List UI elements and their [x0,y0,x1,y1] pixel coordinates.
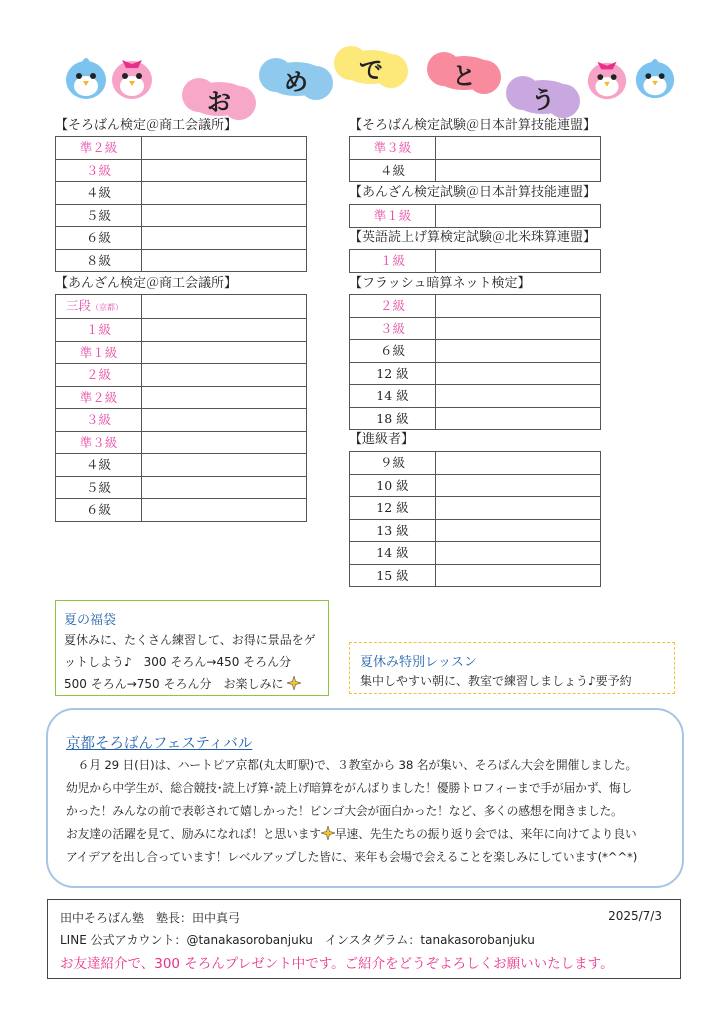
section-title-soroban-shoko: 【そろばん検定＠商工会議所】 [55,118,238,133]
name-cell [436,362,601,385]
table-row [350,295,601,318]
level-cell [350,317,436,340]
greeting-letter-o: お [188,82,250,116]
sns-accounts: LINE 公式アカウント：@tanakasorobanjuku インスタグラム：tanakasorobanjuku [60,933,535,947]
name-cell [436,317,601,340]
section-title-shinkyu: 【進級者】 [349,432,415,447]
name-cell [142,182,307,205]
table-row [56,364,307,387]
level-label: 10 級 [376,477,409,493]
level-cell [56,364,142,387]
pink-bird-icon [584,54,630,104]
festival-line: アイデアを出し合っています！レベルアップした皆に、来年も会場で会えることを楽しみにしています(*^^*) [66,850,638,864]
table-row [350,519,601,542]
name-cell [142,319,307,342]
summer-lesson-title: 夏休み特別レッスン [360,655,477,670]
level-cell [56,204,142,227]
level-label: 12 級 [376,365,409,381]
level-label: ５級 [85,207,111,223]
name-cell [142,204,307,227]
level-label: 13 級 [376,522,409,538]
level-cell [56,159,142,182]
level-label: 準３級 [79,434,118,450]
level-label: ２級 [85,367,111,383]
greeting-letter-to: と [433,56,495,90]
level-cell [350,564,436,587]
table-row [56,319,307,342]
name-cell [142,137,307,160]
level-label: ３級 [379,320,405,336]
summer-lesson-line: 集中しやすい朝に、教室で練習しましょう♪要予約 [360,674,632,688]
table-row [350,474,601,497]
level-cell [56,476,142,499]
table-row [56,386,307,409]
level-note: （京都） [91,303,124,312]
name-cell [142,386,307,409]
table-row [56,227,307,250]
level-label: ２級 [379,298,405,314]
blue-bird-icon [62,54,110,102]
table-row [56,204,307,227]
name-cell [436,497,601,520]
referral-promo: お友達紹介で、300 そろんプレゼント中です。ご紹介をどうぞよろしくお願いいたします。 [60,956,614,972]
footer-box [47,899,681,979]
name-cell [436,159,601,182]
table-row [56,159,307,182]
level-label: 準３級 [373,140,412,156]
name-cell [436,542,601,565]
summer-bag-title: 夏の福袋 [64,613,117,628]
level-label: ４級 [85,185,111,201]
name-cell [142,295,307,319]
table-row [350,362,601,385]
results-table-eigo [349,249,601,273]
level-label: 三段 [66,298,92,313]
table-row [56,137,307,160]
name-cell [436,474,601,497]
level-cell [350,385,436,408]
name-cell [142,341,307,364]
level-cell [56,454,142,477]
level-label: ６級 [379,343,405,359]
summer-bag-box [55,600,329,696]
level-label: １級 [379,253,405,269]
table-row [56,409,307,432]
level-cell [56,319,142,342]
section-title-soroban-keisan: 【そろばん検定試験＠日本計算技能連盟】 [349,118,597,133]
section-title-anzan-shoko: 【あんざん検定＠商工会議所】 [55,276,238,291]
festival-title: 京都そろばんフェスティバル [66,736,253,752]
level-label: ３級 [85,162,111,178]
school-name: 田中そろばん塾 塾長：田中真弓 [60,911,241,925]
level-cell [350,497,436,520]
results-table-anzan-shoko [55,294,307,522]
level-cell [350,295,436,318]
table-row [56,341,307,364]
level-label: ４級 [85,457,111,473]
sparkle-icon [321,826,335,840]
table-row [56,476,307,499]
level-label: ６級 [85,230,111,246]
greeting-letter-me: め [265,62,327,96]
name-cell [142,476,307,499]
level-label: ６級 [85,502,111,518]
level-cell [350,250,436,273]
level-cell [56,227,142,250]
greeting-letter-u: う [512,80,574,114]
festival-line: 幼児から中学生が、総合競技･読上げ算･読上げ暗算をがんばりました！優勝トロフィーまで手が届かず、悔し [66,781,633,795]
level-label: 14 級 [376,388,409,404]
level-label: 12 級 [376,500,409,516]
table-row [350,340,601,363]
sparkle-icon [287,676,301,690]
section-title-eigo: 【英語読上げ算検定試験＠北米珠算連盟】 [349,230,597,245]
level-label: 14 級 [376,545,409,561]
level-label: ８級 [85,252,111,268]
festival-line: お友達の活躍を見て、励みになれば！と思います 早速、先生たちの振り返り会では、来年に向けてより良い [66,827,637,841]
level-label: ５級 [85,479,111,495]
level-label: ３級 [85,412,111,428]
results-table-soroban-keisan [349,136,601,182]
table-row [350,564,601,587]
name-cell [436,385,601,408]
table-row [350,497,601,520]
table-row [350,542,601,565]
results-table-shinkyu [349,451,601,587]
table-row [56,249,307,272]
level-cell [56,137,142,160]
summer-bag-line: 夏休みに、たくさん練習して、お得に景品をゲ [64,633,316,647]
name-cell [436,137,601,160]
level-label: 15 級 [376,567,409,583]
blue-bird-icon [632,54,678,102]
level-cell [350,519,436,542]
name-cell [436,452,601,475]
table-row [350,452,601,475]
table-row [350,137,601,160]
level-cell [350,137,436,160]
level-cell [56,386,142,409]
level-cell [350,407,436,430]
festival-line: かった！みんなの前で表彰されて嬉しかった！ビンゴ大会が面白かった！など、多くの感想を聞きました。 [66,804,623,818]
level-cell [56,182,142,205]
level-cell [56,499,142,522]
level-cell [350,452,436,475]
name-cell [142,409,307,432]
summer-bag-line: 500 そろん→750 そろん分 お楽しみに [64,675,301,692]
name-cell [142,227,307,250]
level-cell [350,340,436,363]
level-label: ４級 [379,162,405,178]
summer-bag-line: ットしよう♪ 300 そろん→450 そろん分 [64,655,292,669]
name-cell [436,295,601,318]
level-label: ９級 [379,455,405,471]
table-row [56,295,307,319]
header-banner [0,40,724,115]
name-cell [436,407,601,430]
level-label: 準１級 [79,344,118,360]
festival-box [46,708,684,888]
issue-date: 2025/7/3 [608,909,662,923]
summer-lesson-box [349,642,675,694]
section-title-flash: 【フラッシュ暗算ネット検定】 [349,276,531,291]
table-row [56,499,307,522]
level-cell [56,409,142,432]
level-cell [350,205,436,228]
level-cell [56,295,142,319]
level-label: 準２級 [79,140,118,156]
table-row [56,182,307,205]
name-cell [142,159,307,182]
table-row [56,431,307,454]
name-cell [436,205,601,228]
level-cell [56,341,142,364]
level-label: 準１級 [373,208,412,224]
level-cell [56,431,142,454]
table-row [350,385,601,408]
level-label: 18 級 [376,410,409,426]
greeting-letter-de: で [340,50,402,84]
level-cell [350,362,436,385]
name-cell [142,454,307,477]
name-cell [436,519,601,542]
table-row [350,250,601,273]
section-title-anzan-keisan: 【あんざん検定試験＠日本計算技能連盟】 [349,185,597,200]
level-cell [350,159,436,182]
name-cell [142,364,307,387]
name-cell [142,249,307,272]
table-row [350,205,601,228]
name-cell [436,340,601,363]
level-label: 準２級 [79,389,118,405]
results-table-flash [349,294,601,430]
level-cell [56,249,142,272]
results-table-anzan-keisan [349,204,601,228]
name-cell [142,499,307,522]
name-cell [436,564,601,587]
level-cell [350,542,436,565]
table-row [350,159,601,182]
table-row [56,454,307,477]
table-row [350,407,601,430]
level-cell [350,474,436,497]
festival-line: ６月 29 日(日)は、ハートピア京都(丸太町駅)で、３教室から 38 名が集い、そろばん大会を開催しました。 [66,758,638,772]
table-row [350,317,601,340]
level-label: １級 [85,322,111,338]
results-table-soroban-shoko [55,136,307,272]
name-cell [142,431,307,454]
pink-bird-icon [108,52,156,104]
name-cell [436,250,601,273]
